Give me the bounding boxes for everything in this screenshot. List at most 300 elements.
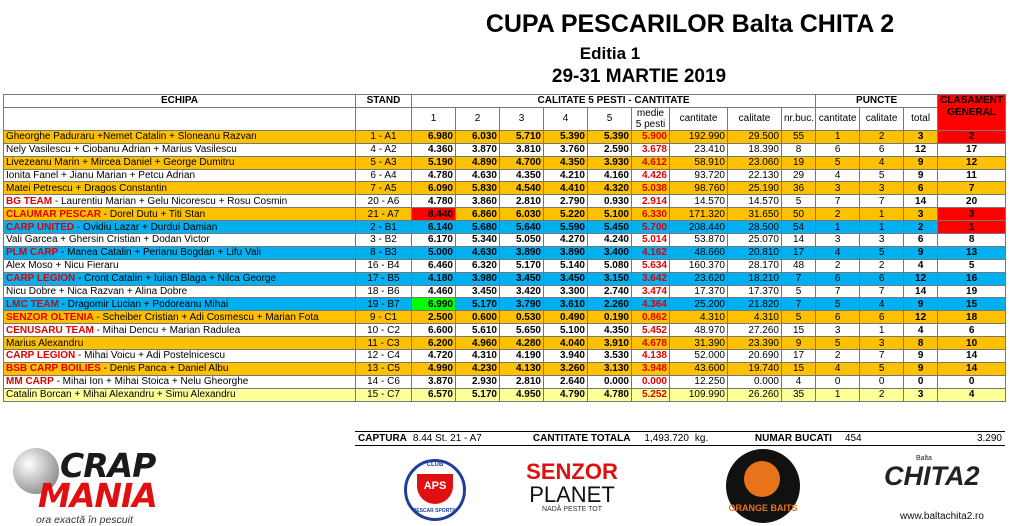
stand-cell: 2 - B1 [356,221,412,234]
table-row [4,182,1006,195]
calitate-cell: 31.650 [728,208,782,221]
team-cell [4,311,356,324]
stand-cell: 14 - C6 [356,375,412,388]
fish-3-cell: 4.190 [500,350,544,363]
fish-3-cell: 5.050 [500,234,544,247]
fish-3-cell: 4.700 [500,156,544,169]
nr-buc-cell: 14 [782,234,816,247]
fish-5-cell: 5.450 [588,221,632,234]
team-members: Nely Vasilescu + Ciobanu Adrian + Marius Vasilescu [6,144,237,156]
medie-cell: 4.612 [632,156,670,169]
team-name: CARP LEGION [6,273,76,285]
nr-buc-cell: 54 [782,221,816,234]
fish-5-cell: 2.260 [588,298,632,311]
team-name: BG TEAM [6,195,53,207]
medie-cell: 4.162 [632,246,670,259]
stand-cell: 15 - C7 [356,388,412,401]
fish-1-cell: 4.720 [412,350,456,363]
fish-1-cell: 6.200 [412,337,456,350]
team-cell [4,130,356,143]
puncte-total-cell: 6 [904,234,938,247]
senzor-word: SENZOR [526,459,618,484]
puncte-calitate-cell: 2 [860,259,904,272]
team-members: - Cront Catalin + Iulian Blaga + Nilca George [75,273,276,285]
fish-1-cell: 6.980 [412,130,456,143]
nr-buc-cell: 36 [782,182,816,195]
team-members: - Dorel Dutu + Titi Stan [101,208,206,220]
stand-cell: 4 - A2 [356,143,412,156]
fish-4-cell: 4.790 [544,388,588,401]
puncte-total-cell: 9 [904,350,938,363]
stand-cell: 7 - A5 [356,182,412,195]
puncte-total-cell: 8 [904,337,938,350]
summary-bar [355,431,1005,446]
col-echipa: ECHIPA [4,95,356,108]
calitate-cell: 0.000 [728,375,782,388]
crap-logo-tagline: ora exactă în pescuit [36,514,133,526]
medie-cell: 5.700 [632,221,670,234]
orange-baits-text: ORANGE BAITS [728,503,798,513]
cantitate-cell: 17.370 [670,285,728,298]
fish-5-cell: 2.740 [588,285,632,298]
puncte-total-cell: 14 [904,285,938,298]
team-name: LMC TEAM [6,298,59,310]
col-fish-5: 5 [588,107,632,130]
medie-cell: 4.364 [632,298,670,311]
nr-buc-cell: 7 [782,298,816,311]
table-row [4,388,1006,401]
team-members: Gheorghe Paduraru +Nemet Catalin + Sloneanu Razvan [6,131,257,143]
medie-cell: 5.900 [632,130,670,143]
fish-2-cell: 5.830 [456,182,500,195]
nr-buc-cell: 48 [782,259,816,272]
puncte-cantitate-cell: 4 [816,362,860,375]
planet-word: PLANET [529,482,615,507]
table-row [4,375,1006,388]
team-cell [4,182,356,195]
nr-buc-cell: 17 [782,246,816,259]
calitate-cell: 18.390 [728,143,782,156]
team-cell [4,221,356,234]
cantitate-cell: 208.440 [670,221,728,234]
orange-baits-logo [726,449,800,523]
fish-1-cell: 5.000 [412,246,456,259]
fish-3-cell: 5.650 [500,324,544,337]
col-cantitate: cantitate [670,107,728,130]
team-members: - Denis Panca + Daniel Albu [100,363,229,375]
puncte-cantitate-cell: 2 [816,259,860,272]
cantitate-cell: 31.390 [670,337,728,350]
stand-cell: 6 - A4 [356,169,412,182]
medie-cell: 4.138 [632,350,670,363]
clasament-cell: 16 [938,272,1006,285]
team-cell [4,246,356,259]
nr-buc-cell: 55 [782,130,816,143]
edition-label: Editia 1 [579,44,641,63]
clasament-cell: 6 [938,324,1006,337]
puncte-cantitate-cell: 4 [816,169,860,182]
team-name: SENZOR OLTENIA [6,311,94,323]
fish-2-cell: 6.030 [456,130,500,143]
table-row [4,195,1006,208]
fish-2-cell: 5.340 [456,234,500,247]
cantitate-cell: 93.720 [670,169,728,182]
stand-cell: 17 - B5 [356,272,412,285]
puncte-calitate-cell: 5 [860,169,904,182]
fish-5-cell: 4.350 [588,324,632,337]
fish-2-cell: 5.170 [456,298,500,311]
fish-2-cell: 4.310 [456,350,500,363]
fish-3-cell: 0.530 [500,311,544,324]
fish-4-cell: 4.350 [544,156,588,169]
table-row [4,259,1006,272]
chita-small-text: Balta [916,455,932,462]
medie-cell: 0.862 [632,311,670,324]
fish-1-cell: 6.090 [412,182,456,195]
puncte-total-cell: 12 [904,143,938,156]
fish-1-cell: 4.780 [412,169,456,182]
fish-3-cell: 2.810 [500,195,544,208]
fish-3-cell: 4.280 [500,337,544,350]
clasament-cell: 0 [938,375,1006,388]
calitate-cell: 20.690 [728,350,782,363]
puncte-cantitate-cell: 5 [816,298,860,311]
medie-cell: 2.914 [632,195,670,208]
puncte-calitate-cell: 3 [860,337,904,350]
page-title: CUPA PESCARILOR Balta CHITA 2 [485,10,895,38]
fish-1-cell: 6.170 [412,234,456,247]
calitate-cell: 23.390 [728,337,782,350]
fish-3-cell: 4.950 [500,388,544,401]
team-members: - Scheiber Cristian + Adi Cosmescu + Marian Fota [93,311,319,323]
cantitate-cell: 53.870 [670,234,728,247]
fish-1-cell: 3.870 [412,375,456,388]
puncte-total-cell: 3 [904,388,938,401]
nr-buc-cell: 15 [782,362,816,375]
calitate-cell: 22.130 [728,169,782,182]
team-members: - Laurentiu Marian + Gelu Nicorescu + Rosu Cosmin [52,195,288,207]
medie-cell: 4.678 [632,337,670,350]
header-spacer-stand [356,107,412,130]
medie-cell: 5.452 [632,324,670,337]
team-members: Livezeanu Marin + Mircea Daniel + George Dumitru [6,157,235,169]
fish-3-cell: 6.030 [500,208,544,221]
aps-top-text: CLUB [426,462,444,468]
clasament-cell: 12 [938,156,1006,169]
table-row [4,221,1006,234]
team-cell [4,375,356,388]
stand-cell: 19 - B7 [356,298,412,311]
col-calitate-group: CALITATE 5 PESTI - CANTITATE [412,95,816,108]
puncte-total-cell: 0 [904,375,938,388]
clasament-cell: 7 [938,182,1006,195]
stand-cell: 12 - C4 [356,350,412,363]
fish-5-cell: 0.190 [588,311,632,324]
captura-value: 8.44 St. 21 - A7 [410,432,530,446]
chita-url: www.baltachita2.ro [900,511,984,522]
fish-5-cell: 4.240 [588,234,632,247]
nr-buc-cell: 29 [782,169,816,182]
team-cell [4,298,356,311]
fish-5-cell: 5.080 [588,259,632,272]
stand-cell: 21 - A7 [356,208,412,221]
cantitate-totala-label: CANTITATE TOTALA [530,432,640,446]
team-members: - Mihai Ion + Mihai Stoica + Nelu Gheorghe [53,376,249,388]
table-row [4,311,1006,324]
stand-cell: 3 - B2 [356,234,412,247]
cantitate-cell: 23.410 [670,143,728,156]
medie-cell: 5.252 [632,388,670,401]
mania-logo-word: MANIA [38,476,157,515]
clasament-cell: 13 [938,246,1006,259]
puncte-cantitate-cell: 2 [816,350,860,363]
fish-4-cell: 5.390 [544,130,588,143]
team-name: PLM CARP [6,247,59,259]
medie-cell: 6.330 [632,208,670,221]
table-row [4,234,1006,247]
chita-word: CHITA2 [884,461,980,491]
clasament-cell: 2 [938,130,1006,143]
fish-2-cell: 4.890 [456,156,500,169]
fish-4-cell: 4.210 [544,169,588,182]
puncte-calitate-cell: 2 [860,388,904,401]
cantitate-cell: 192.990 [670,130,728,143]
header-spacer-echipa [4,107,356,130]
puncte-total-cell: 9 [904,156,938,169]
puncte-calitate-cell: 1 [860,221,904,234]
cantitate-unit: kg. [692,432,752,446]
col-calitate: calitate [728,107,782,130]
fish-1-cell: 2.500 [412,311,456,324]
medie-cell: 5.014 [632,234,670,247]
fish-4-cell: 3.260 [544,362,588,375]
fish-2-cell: 6.860 [456,208,500,221]
medie-cell: 3.948 [632,362,670,375]
nr-buc-cell: 5 [782,195,816,208]
table-row [4,272,1006,285]
team-name: CLAUMAR PESCAR [6,208,101,220]
fish-2-cell: 2.930 [456,375,500,388]
team-cell [4,208,356,221]
cantitate-cell: 12.250 [670,375,728,388]
team-members: - Ovidiu Lazar + Durdui Damian [74,221,218,233]
col-puncte-calitate: calitate [860,107,904,130]
puncte-cantitate-cell: 4 [816,246,860,259]
fish-3-cell: 5.710 [500,130,544,143]
numar-bucati-label: NUMAR BUCATI [752,432,842,446]
stand-cell: 16 - B4 [356,259,412,272]
stand-cell: 9 - C1 [356,311,412,324]
medie-cell: 3.642 [632,272,670,285]
team-members: Catalin Borcan + Mihai Alexandru + Simu Alexandru [6,389,236,401]
medie-cell: 3.678 [632,143,670,156]
cantitate-cell: 160.370 [670,259,728,272]
fish-4-cell: 3.610 [544,298,588,311]
puncte-cantitate-cell: 3 [816,324,860,337]
calitate-cell: 25.070 [728,234,782,247]
puncte-calitate-cell: 1 [860,208,904,221]
fish-3-cell: 4.540 [500,182,544,195]
calitate-cell: 18.210 [728,272,782,285]
clasament-cell: 18 [938,311,1006,324]
clasament-cell: 15 [938,298,1006,311]
team-members: - Manea Catalin + Perianu Bogdan + Lifu Vali [58,247,261,259]
cantitate-cell: 48.970 [670,324,728,337]
stand-cell: 10 - C2 [356,324,412,337]
col-fish-3: 3 [500,107,544,130]
table-row [4,362,1006,375]
puncte-total-cell: 4 [904,324,938,337]
cantitate-cell: 58.910 [670,156,728,169]
fish-3-cell: 3.790 [500,298,544,311]
fish-3-cell: 4.130 [500,362,544,375]
aps-bottom-text: PESCAR SPORTIV [412,508,458,514]
team-cell [4,259,356,272]
team-members: Alex Moso + Nicu Fieraru [6,260,119,272]
team-cell [4,272,356,285]
col-medie: medie 5 pesti [632,107,670,130]
clasament-cell: 3 [938,208,1006,221]
clasament-cell: 20 [938,195,1006,208]
fish-3-cell: 4.350 [500,169,544,182]
puncte-cantitate-cell: 1 [816,388,860,401]
table-row [4,143,1006,156]
puncte-calitate-cell: 2 [860,130,904,143]
puncte-calitate-cell: 3 [860,234,904,247]
aps-club-logo [404,459,466,521]
calitate-cell: 20.810 [728,246,782,259]
nr-buc-cell: 35 [782,388,816,401]
fish-1-cell: 6.600 [412,324,456,337]
table-row [4,324,1006,337]
fish-5-cell: 4.320 [588,182,632,195]
table-row [4,246,1006,259]
puncte-calitate-cell: 6 [860,311,904,324]
col-fish-1: 1 [412,107,456,130]
fish-3-cell: 3.420 [500,285,544,298]
puncte-total-cell: 4 [904,259,938,272]
table-row [4,156,1006,169]
calitate-cell: 17.370 [728,285,782,298]
team-members: Marius Alexandru [6,337,84,349]
col-puncte-group: PUNCTE [816,95,938,108]
fish-1-cell: 5.190 [412,156,456,169]
team-members: Nicu Dobre + Nica Razvan + Alina Dobre [6,286,188,298]
team-members: - Mihai Voicu + Adi Postelnicescu [75,350,226,362]
puncte-cantitate-cell: 3 [816,182,860,195]
table-row [4,350,1006,363]
puncte-calitate-cell: 3 [860,182,904,195]
team-cell [4,337,356,350]
fish-2-cell: 3.980 [456,272,500,285]
puncte-cantitate-cell: 5 [816,156,860,169]
cantitate-cell: 171.320 [670,208,728,221]
fish-3-cell: 3.810 [500,143,544,156]
fish-2-cell: 4.230 [456,362,500,375]
fish-2-cell: 5.170 [456,388,500,401]
fish-3-cell: 3.450 [500,272,544,285]
fish-1-cell: 4.780 [412,195,456,208]
team-cell [4,350,356,363]
puncte-calitate-cell: 1 [860,324,904,337]
fish-5-cell: 5.100 [588,208,632,221]
team-cell [4,234,356,247]
puncte-total-cell: 12 [904,311,938,324]
puncte-cantitate-cell: 0 [816,375,860,388]
team-name: CENUSARU TEAM [6,324,94,336]
fish-5-cell: 3.130 [588,362,632,375]
calitate-cell: 21.820 [728,298,782,311]
balta-chita-logo [878,455,998,522]
cantitate-cell: 43.600 [670,362,728,375]
cantitate-cell: 52.000 [670,350,728,363]
results-body [4,130,1006,401]
fish-4-cell: 5.590 [544,221,588,234]
puncte-total-cell: 2 [904,221,938,234]
cantitate-cell: 4.310 [670,311,728,324]
fish-2-cell: 5.680 [456,221,500,234]
fish-1-cell: 6.140 [412,221,456,234]
cantitate-totala-value: 1,493.720 [640,432,692,446]
team-cell [4,388,356,401]
medie-cell: 5.634 [632,259,670,272]
fish-5-cell: 0.930 [588,195,632,208]
fish-1-cell: 6.570 [412,388,456,401]
fish-2-cell: 4.630 [456,246,500,259]
puncte-total-cell: 9 [904,169,938,182]
calitate-cell: 27.260 [728,324,782,337]
team-cell [4,143,356,156]
cantitate-cell: 25.200 [670,298,728,311]
nr-buc-cell: 50 [782,208,816,221]
fish-4-cell: 3.760 [544,143,588,156]
clasament-cell: 19 [938,285,1006,298]
team-cell [4,195,356,208]
fish-4-cell: 0.490 [544,311,588,324]
fish-3-cell: 5.640 [500,221,544,234]
stand-cell: 20 - A6 [356,195,412,208]
puncte-total-cell: 9 [904,362,938,375]
fish-2-cell: 3.450 [456,285,500,298]
fish-1-cell: 6.460 [412,259,456,272]
puncte-cantitate-cell: 6 [816,143,860,156]
fish-3-cell: 2.810 [500,375,544,388]
team-members: Matei Petrescu + Dragos Constantin [6,182,167,194]
puncte-cantitate-cell: 1 [816,221,860,234]
fish-4-cell: 4.410 [544,182,588,195]
fish-4-cell: 5.140 [544,259,588,272]
crap-logo-word: CRAP [60,446,156,485]
calitate-cell: 28.500 [728,221,782,234]
results-table [3,94,1006,402]
puncte-calitate-cell: 7 [860,350,904,363]
col-puncte-total: total [904,107,938,130]
senzor-tagline: NADĂ PESTE TOT [541,506,603,513]
fish-1-cell: 4.990 [412,362,456,375]
fish-2-cell: 3.860 [456,195,500,208]
table-row [4,208,1006,221]
fish-2-cell: 5.610 [456,324,500,337]
puncte-total-cell: 3 [904,130,938,143]
cantitate-cell: 14.570 [670,195,728,208]
col-nr-buc: nr.buc. [782,107,816,130]
puncte-calitate-cell: 7 [860,285,904,298]
nr-buc-cell: 19 [782,156,816,169]
clasament-cell: 10 [938,337,1006,350]
fish-5-cell: 3.930 [588,156,632,169]
table-row [4,285,1006,298]
fish-1-cell: 6.990 [412,298,456,311]
